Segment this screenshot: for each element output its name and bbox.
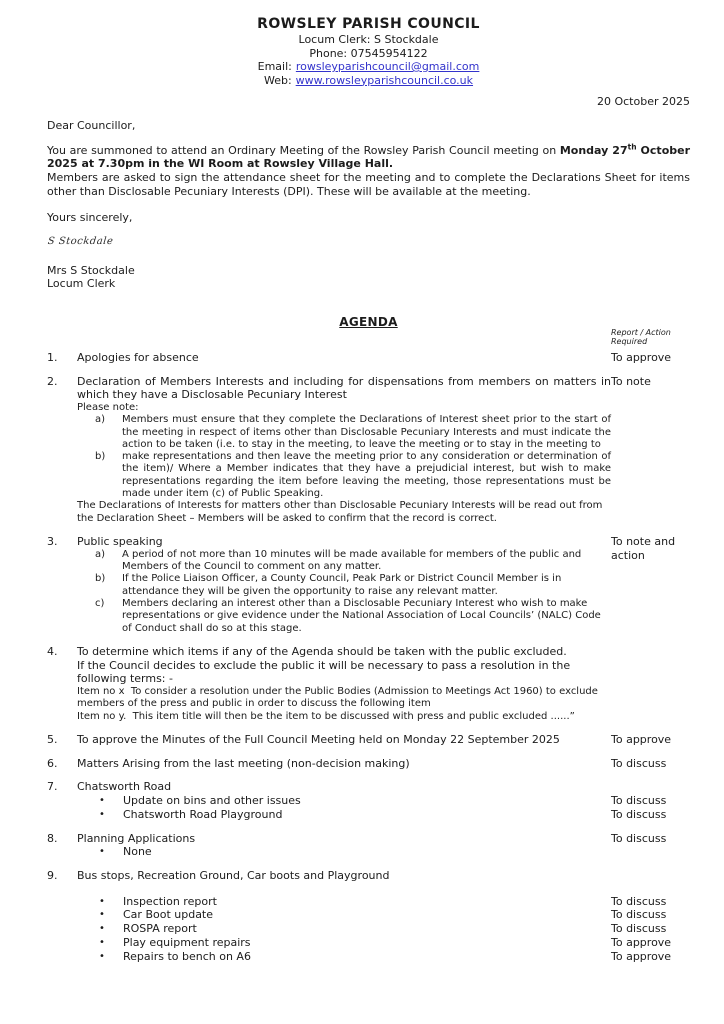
agenda-item-action: To discuss: [611, 756, 667, 770]
agenda-item-8: [47, 832, 690, 859]
agenda-item-number: 9.: [47, 868, 58, 882]
bullet-row: [47, 794, 690, 808]
letterhead: [47, 16, 690, 87]
bullet-icon: •: [99, 950, 105, 962]
agenda-item-title: Planning Applications: [77, 831, 196, 845]
agenda-item-row: [47, 535, 690, 635]
agenda-item-title: Apologies for absence: [77, 350, 199, 364]
agenda-item-action: To note and action: [611, 534, 676, 562]
agenda-subitem-b: [77, 451, 611, 500]
bullet-gap-spacer: [47, 883, 690, 895]
agenda-item-7: [47, 780, 690, 821]
bullet-icon: •: [99, 895, 105, 907]
agenda-subitem-a: [77, 414, 611, 451]
handwritten-signature: S Stockdale: [47, 236, 114, 248]
salutation: Dear Councillor,: [47, 118, 136, 132]
agenda-item-9: [47, 869, 690, 964]
email-link[interactable]: rowsleyparishcouncil@gmail.com: [295, 60, 480, 73]
bullet-row: [47, 808, 690, 822]
subitem-text: A period of not more than 10 minutes will be made available for members of the public and Members of the Council to comment on any matter.: [122, 548, 582, 573]
agenda-item-4: [47, 645, 690, 723]
agenda-item-title: Bus stops, Recreation Ground, Car boots and Playground: [77, 868, 390, 882]
bullet-action: To approve: [611, 935, 672, 949]
agenda-item-body: [77, 780, 611, 794]
bullet-item: [77, 808, 611, 822]
subitem-label: a): [95, 548, 106, 560]
bullet-text: Update on bins and other issues: [123, 794, 301, 808]
agenda-item-action: To approve: [611, 732, 672, 746]
agenda-item-title: To determine which items if any of the Agenda should be taken with the public excluded. If the Council decides to exclude the public it will be necessary to pass a resolution in the following terms: -: [77, 644, 571, 686]
agenda-item-body: [77, 351, 611, 365]
bullet-item: [77, 950, 611, 964]
signer-role: Locum Clerk: [47, 277, 116, 291]
bullet-text: Car Boot update: [123, 908, 214, 922]
agenda-item-number: 6.: [47, 756, 58, 770]
bullet-item: [77, 936, 611, 950]
bullet-item: [77, 845, 611, 859]
action-column-header-row: [47, 328, 690, 347]
agenda-item-small-line: Item no x To consider a resolution under the Public Bodies (Admission to Meetings Act 1960) to exclude members of the press and public in order to discuss the following item: [77, 686, 602, 710]
agenda-item-action: To discuss: [611, 831, 667, 845]
bullet-text: Chatsworth Road Playground: [123, 807, 283, 821]
bullet-action: To discuss: [611, 807, 667, 821]
phone-line: Phone: 07545954122: [309, 46, 428, 60]
agenda-item-row: [47, 645, 690, 723]
bullet-icon: •: [99, 795, 105, 807]
bullet-row: [47, 922, 690, 936]
subitem-text: If the Police Liaison Officer, a County Council, Peak Park or District Council Member is in attendance they will be given the opportunity to raise any relevant matter.: [122, 573, 562, 597]
clerk-line: Locum Clerk: S Stockdale: [298, 33, 439, 46]
agenda: [47, 328, 690, 964]
bullet-action: [611, 845, 690, 859]
bullet-item: [77, 895, 611, 909]
agenda-item-title: Declaration of Members Interests and including for dispensations from members on matters in which they have a Disclosable Pecuniary Interest: [77, 374, 611, 402]
agenda-item-6: [47, 757, 690, 771]
agenda-item-number: 3.: [47, 534, 58, 548]
agenda-item-row: [47, 869, 690, 883]
subitem-label: a): [95, 414, 106, 426]
bullet-icon: •: [99, 808, 105, 820]
agenda-item-row: [47, 757, 690, 771]
agenda-item-body: [77, 375, 611, 525]
agenda-item-action: To approve: [611, 350, 672, 364]
bullet-action: To discuss: [611, 794, 667, 808]
bullet-item: [77, 908, 611, 922]
email-label: Email:: [257, 60, 292, 73]
agenda-item-row: [47, 832, 690, 846]
bullet-icon: •: [99, 846, 105, 858]
closing-line: Yours sincerely,: [47, 210, 133, 224]
agenda-item-body: [77, 535, 611, 635]
letter-date: 20 October 2025: [596, 95, 690, 108]
action-column-header: [611, 328, 690, 347]
bullet-text: Inspection report: [123, 894, 217, 908]
bullet-row: [47, 845, 690, 859]
agenda-item-1: [47, 351, 690, 365]
web-label: Web:: [263, 73, 292, 87]
bullet-action: To discuss: [611, 894, 667, 908]
agenda-item-body: [77, 757, 611, 771]
agenda-heading: AGENDA: [339, 314, 398, 329]
bullet-row: [47, 908, 690, 922]
agenda-item-row: [47, 375, 690, 525]
agenda-item-number: 7.: [47, 780, 58, 794]
agenda-item-3: [47, 535, 690, 635]
org-title: ROWSLEY PARISH COUNCIL: [257, 16, 480, 32]
agenda-item-5: [47, 733, 690, 747]
agenda-item-body: [77, 733, 611, 747]
bullet-row: [47, 936, 690, 950]
agenda-item-note: Please note:: [77, 402, 139, 413]
agenda-item-row: [47, 780, 690, 794]
agenda-item-row: [47, 351, 690, 365]
bullet-icon: •: [99, 936, 105, 948]
signer-block: [47, 264, 690, 291]
action-col-header-line2: Required: [611, 337, 648, 347]
bullet-icon: •: [99, 923, 105, 935]
agenda-item-body: [77, 869, 611, 883]
subitem-text: Members declaring an interest other than a Disclosable Pecuniary Interest who wish to make representations or give evidence under the National Association of Local Councils’ (NALC) Code of Conduct shall do so at this stage.: [122, 597, 601, 634]
bullet-item: [77, 922, 611, 936]
agenda-item-action: [611, 645, 690, 723]
bullet-action: To discuss: [611, 908, 667, 922]
subitem-text: make representations and then leave the meeting prior to any consideration or determination of the item)/ Where a Member indicates that they have a prejudicial interest, but wish to make representations regarding the item before leaving the meeting, those representations must be made under item (c) of Public Speaking.: [122, 451, 611, 500]
agenda-item-action: To note: [611, 374, 651, 388]
action-col-header-line1: Report / Action: [611, 327, 671, 337]
web-link[interactable]: www.rowsleyparishcouncil.co.uk: [295, 73, 474, 87]
agenda-item-number: 5.: [47, 732, 58, 746]
agenda-subitem-b: [77, 573, 611, 598]
agenda-item-title: Public speaking: [77, 534, 163, 548]
agenda-subitem-c: [77, 598, 611, 635]
subitem-label: b): [95, 573, 106, 585]
agenda-item-body: [77, 645, 611, 723]
bullet-icon: •: [99, 909, 105, 921]
bullet-text: Repairs to bench on A6: [123, 949, 251, 963]
bullet-text: None: [123, 845, 152, 859]
bullet-text: Play equipment repairs: [123, 935, 251, 949]
agenda-item-body: [77, 832, 611, 846]
agenda-item-small-line: Item no y. This item title will then be the item to be discussed with press and public excluded ......”: [77, 710, 575, 722]
agenda-item-2: [47, 375, 690, 525]
subitem-label: b): [95, 451, 106, 463]
email-line: [47, 60, 690, 74]
bullet-action: To approve: [611, 949, 672, 963]
subitem-label: c): [95, 597, 105, 609]
agenda-item-number: 2.: [47, 374, 58, 388]
agenda-item-footnote: The Declarations of Interests for matters other than Disclosable Pecuniary Interests will be read out from the Declaration Sheet – Members will be asked to confirm that the record is correct.: [77, 500, 606, 524]
subitem-text: Members must ensure that they complete the Declarations of Interest sheet prior to the start of the meeting in respect of items other than Disclosable Pecuniary Interests and must indicate the action to be taken (i.e. to stay in the meeting, to leave the meeting or to stay in the meeting to: [122, 414, 611, 450]
agenda-item-number: 4.: [47, 644, 58, 658]
bullet-row: [47, 950, 690, 964]
signer-name: Mrs S Stockdale: [47, 263, 135, 277]
agenda-item-number: 8.: [47, 831, 58, 845]
agenda-item-number: 1.: [47, 350, 58, 364]
bullet-action: To discuss: [611, 922, 667, 936]
summons-paragraph: You are summoned to attend an Ordinary Meeting of the Rowsley Parish Council meeting on Monday 27th October 2025 at 7.30pm in the WI Room at Rowsley Village Hall. Members are asked to sign the attendance sheet for the meeting and to complete the Declarations Sheet for items other than Disclosable Pecuniary Interests (DPI). These will be available at the meeting.: [47, 141, 691, 198]
bullet-text: ROSPA report: [123, 922, 197, 936]
agenda-item-title: To approve the Minutes of the Full Council Meeting held on Monday 22 September 2025: [77, 732, 560, 746]
bullet-row: [47, 895, 690, 909]
bullet-item: [77, 794, 611, 808]
agenda-subitem-a: [77, 549, 611, 574]
agenda-item-row: [47, 733, 690, 747]
agenda-item-action: [611, 869, 690, 883]
agenda-item-title: Matters Arising from the last meeting (non-decision making): [77, 756, 410, 770]
agenda-list: [47, 351, 690, 964]
agenda-item-title: Chatsworth Road: [77, 780, 172, 794]
agenda-item-action: [611, 780, 690, 794]
web-line: [47, 74, 690, 88]
